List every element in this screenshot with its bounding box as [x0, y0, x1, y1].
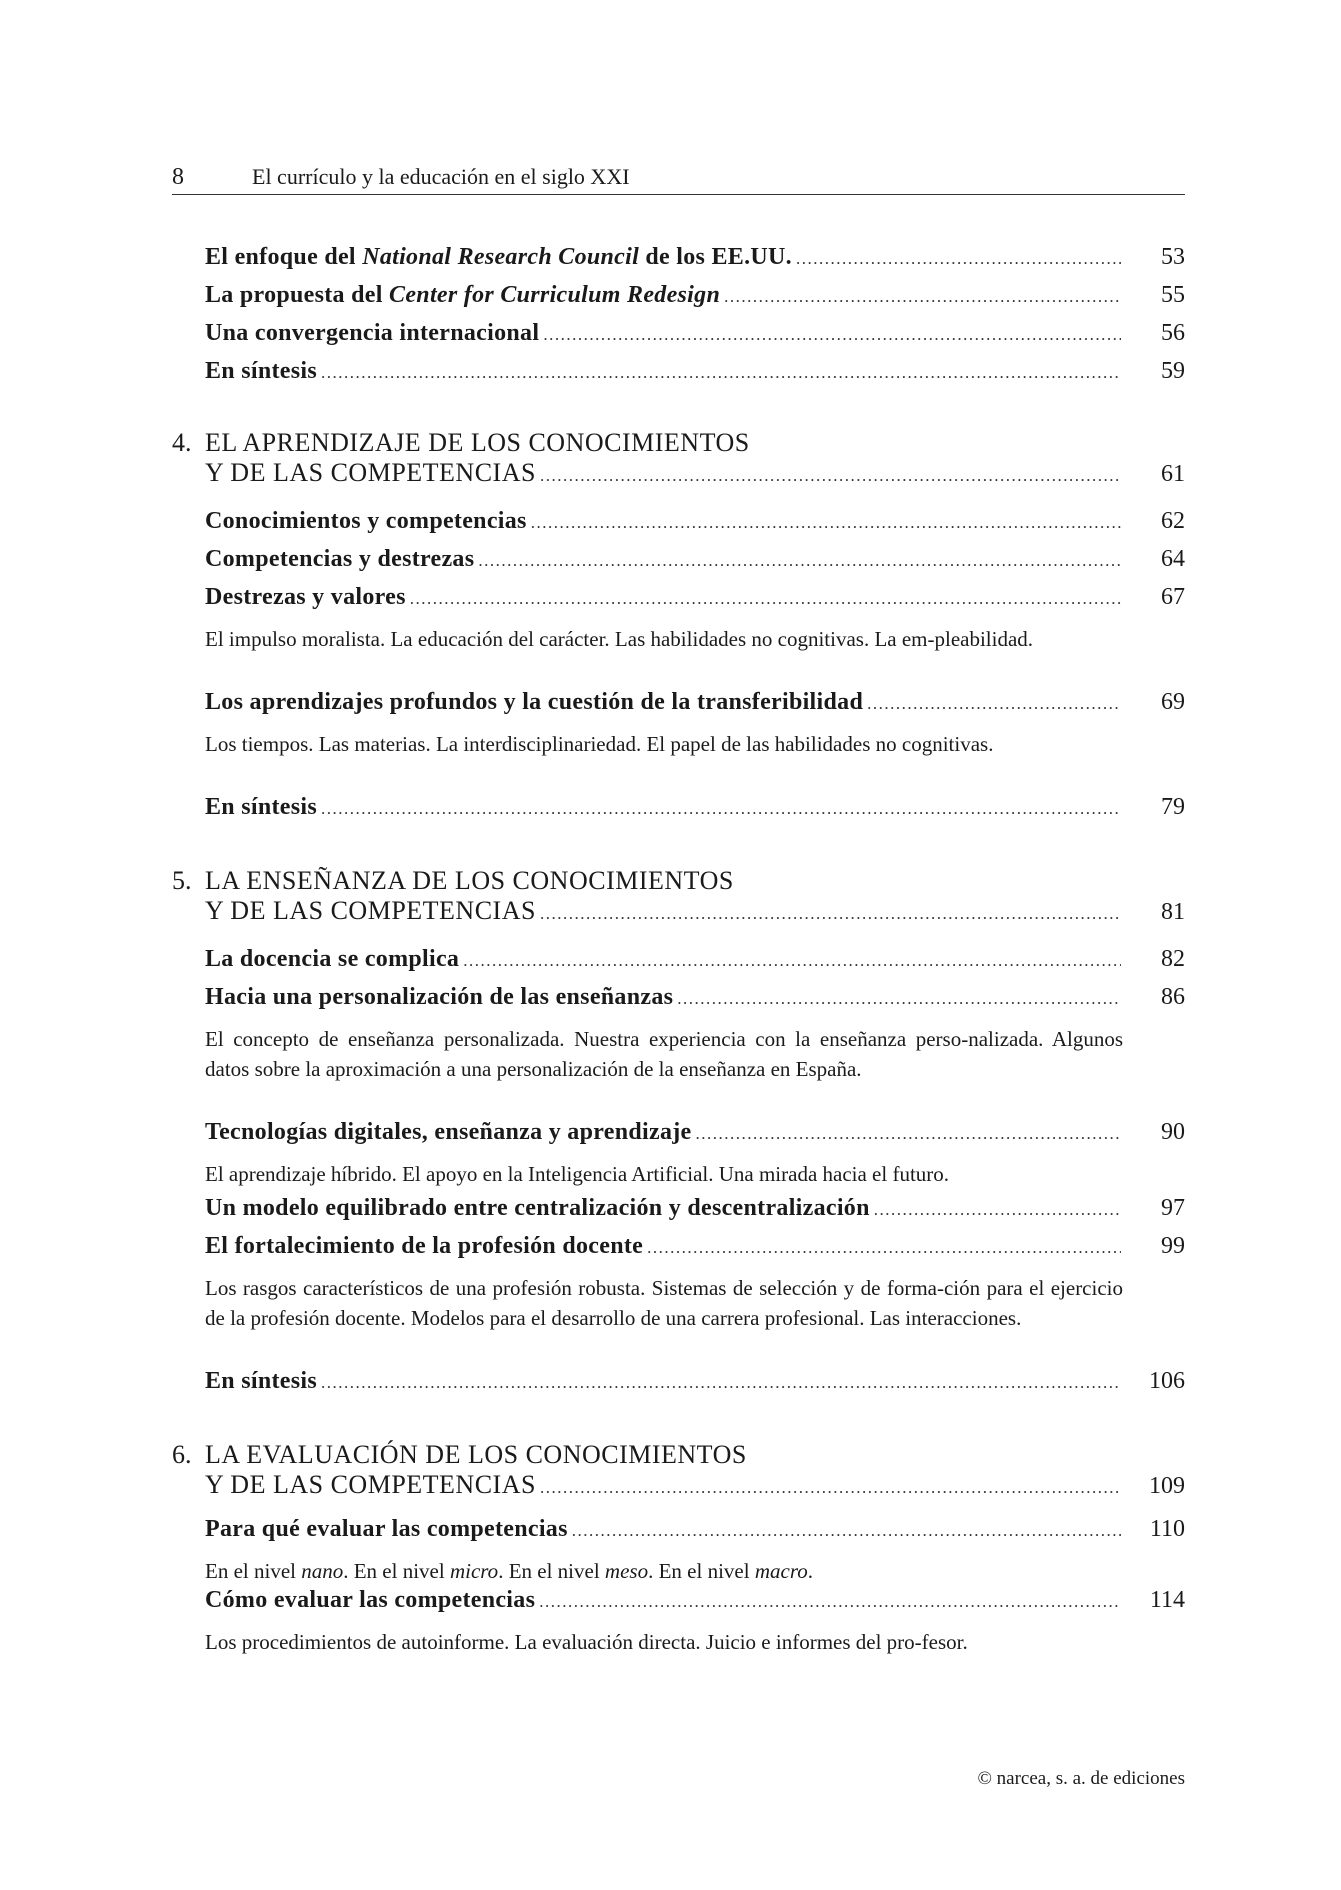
chapter-title[interactable]: LA EVALUACIÓN DE LOS CONOCIMIENTOS	[205, 1440, 747, 1469]
leader-dots	[540, 466, 1121, 486]
toc-page-number: 86	[1161, 984, 1185, 1010]
book-title: El currículo y la educación en el siglo XXI	[252, 164, 630, 189]
chapter-title-line2: Y DE LAS COMPETENCIAS	[205, 1470, 536, 1499]
leader-dots	[463, 951, 1121, 971]
toc-entry[interactable]	[205, 1587, 1185, 1614]
chapter-title[interactable]: EL APRENDIZAJE DE LOS CONOCIMIENTOS	[205, 428, 750, 457]
chapter-title[interactable]: LA ENSEÑANZA DE LOS CONOCIMIENTOS	[205, 866, 734, 895]
toc-entry-title: Cómo evaluar las competencias	[205, 1587, 536, 1613]
toc-entry[interactable]	[205, 244, 1185, 271]
copyright-footer: © narcea, s. a. de ediciones	[977, 1768, 1185, 1789]
leader-dots	[321, 799, 1121, 819]
running-header	[172, 160, 1185, 195]
leader-dots	[696, 1124, 1122, 1144]
toc-entry-title: El enfoque del National Research Council de los EE.UU.	[205, 244, 792, 270]
toc-page-number: 90	[1161, 1119, 1185, 1145]
toc-page-number: 79	[1161, 794, 1185, 820]
toc-entry[interactable]	[205, 984, 1185, 1011]
toc-page-number: 97	[1161, 1195, 1185, 1221]
toc-entry[interactable]	[205, 1195, 1185, 1222]
toc-subtopics: El impulso moralista. La educación del carácter. Las habilidades no cognitivas. La em-pleabilidad.	[205, 627, 1034, 651]
toc-page-number: 114	[1149, 1587, 1185, 1613]
toc-entry-title: Destrezas y valores	[205, 584, 406, 610]
toc-entry[interactable]	[205, 546, 1185, 573]
toc-entry-title: Los aprendizajes profundos y la cuestión de la transferibilidad	[205, 689, 864, 715]
chapter-entry[interactable]	[205, 1470, 1185, 1500]
toc-entry-title: La docencia se complica	[205, 946, 460, 972]
toc-entry[interactable]	[205, 1233, 1185, 1260]
toc-entry-title: En síntesis	[205, 358, 318, 384]
page-number: 8	[172, 164, 184, 190]
toc-entry-title: Hacia una personalización de las enseñanzas	[205, 984, 674, 1010]
toc-entry[interactable]	[205, 1119, 1185, 1146]
leader-dots	[874, 1200, 1121, 1220]
toc-subtopics: Los rasgos característicos de una profesión robusta. Sistemas de selección y de forma-ción para el ejercicio de la profesión docente. Modelos para el desarrollo de una carrera profesional. Las interacciones.	[205, 1276, 1123, 1330]
toc-entry[interactable]	[205, 689, 1185, 716]
chapter-number: 6.	[172, 1440, 192, 1469]
leader-dots	[540, 904, 1121, 924]
leader-dots	[543, 325, 1121, 345]
leader-dots	[478, 551, 1121, 571]
toc-subtopics: El concepto de enseñanza personalizada. Nuestra experiencia con la enseñanza perso-nalizada. Algunos datos sobre la aproximación a una personalización de la enseñanza en España.	[205, 1027, 1123, 1081]
toc-page-number: 110	[1149, 1516, 1185, 1542]
leader-dots	[321, 363, 1121, 383]
chapter-entry[interactable]	[205, 896, 1185, 926]
toc-entry[interactable]	[205, 946, 1185, 973]
toc-entry-title: Tecnologías digitales, enseñanza y aprendizaje	[205, 1119, 692, 1145]
toc-entry[interactable]	[205, 320, 1185, 347]
toc-entry-title: Conocimientos y competencias	[205, 508, 527, 534]
toc-page-number: 69	[1161, 689, 1185, 715]
leader-dots	[796, 249, 1121, 269]
toc-entry[interactable]	[205, 1368, 1185, 1395]
toc-entry-title: Para qué evaluar las competencias	[205, 1516, 568, 1542]
toc-page-number: 109	[1149, 1473, 1185, 1499]
toc-page-number: 106	[1149, 1368, 1185, 1394]
toc-page-number: 53	[1161, 244, 1185, 270]
leader-dots	[572, 1521, 1121, 1541]
leader-dots	[647, 1238, 1121, 1258]
toc-page-number: 62	[1161, 508, 1185, 534]
toc-entry-title: La propuesta del Center for Curriculum Redesign	[205, 282, 721, 308]
chapter-number: 4.	[172, 428, 192, 457]
toc-entry-title: En síntesis	[205, 1368, 318, 1394]
chapter-title-line2: Y DE LAS COMPETENCIAS	[205, 896, 536, 925]
toc-entry-title: En síntesis	[205, 794, 318, 820]
toc-entry[interactable]	[205, 584, 1185, 611]
leader-dots	[540, 1478, 1121, 1498]
toc-entry-title: Una convergencia internacional	[205, 320, 540, 346]
toc-page-number: 61	[1161, 461, 1185, 487]
toc-page-number: 59	[1161, 358, 1185, 384]
toc-entry[interactable]	[205, 508, 1185, 535]
leader-dots	[531, 513, 1121, 533]
toc-page-number: 99	[1161, 1233, 1185, 1259]
toc-entry[interactable]	[205, 358, 1185, 385]
toc-page-number: 55	[1161, 282, 1185, 308]
toc-page-number: 81	[1161, 899, 1185, 925]
chapter-number: 5.	[172, 866, 192, 895]
toc-page-number: 82	[1161, 946, 1185, 972]
leader-dots	[867, 694, 1121, 714]
toc-entry[interactable]	[205, 282, 1185, 309]
chapter-title-line2: Y DE LAS COMPETENCIAS	[205, 458, 536, 487]
leader-dots	[539, 1592, 1121, 1612]
toc-entry-title: Competencias y destrezas	[205, 546, 475, 572]
leader-dots	[677, 989, 1121, 1009]
toc-subtopics: En el nivel nano. En el nivel micro. En el nivel meso. En el nivel macro.	[205, 1559, 813, 1583]
leader-dots	[410, 589, 1121, 609]
toc-subtopics: Los procedimientos de autoinforme. La evaluación directa. Juicio e informes del pro-fesor.	[205, 1630, 968, 1654]
toc-entry-title: El fortalecimiento de la profesión docente	[205, 1233, 644, 1259]
toc-subtopics: Los tiempos. Las materias. La interdisciplinariedad. El papel de las habilidades no cognitivas.	[205, 732, 994, 756]
toc-entry-title: Un modelo equilibrado entre centralización y descentralización	[205, 1195, 870, 1221]
chapter-entry[interactable]	[205, 458, 1185, 488]
leader-dots	[724, 287, 1121, 307]
toc-page-number: 56	[1161, 320, 1185, 346]
toc-entry[interactable]	[205, 1516, 1185, 1543]
leader-dots	[321, 1373, 1121, 1393]
toc-page-number: 67	[1161, 584, 1185, 610]
toc-subtopics: El aprendizaje híbrido. El apoyo en la Inteligencia Artificial. Una mirada hacia el futuro.	[205, 1162, 950, 1186]
toc-entry[interactable]	[205, 794, 1185, 821]
toc-page-number: 64	[1161, 546, 1185, 572]
